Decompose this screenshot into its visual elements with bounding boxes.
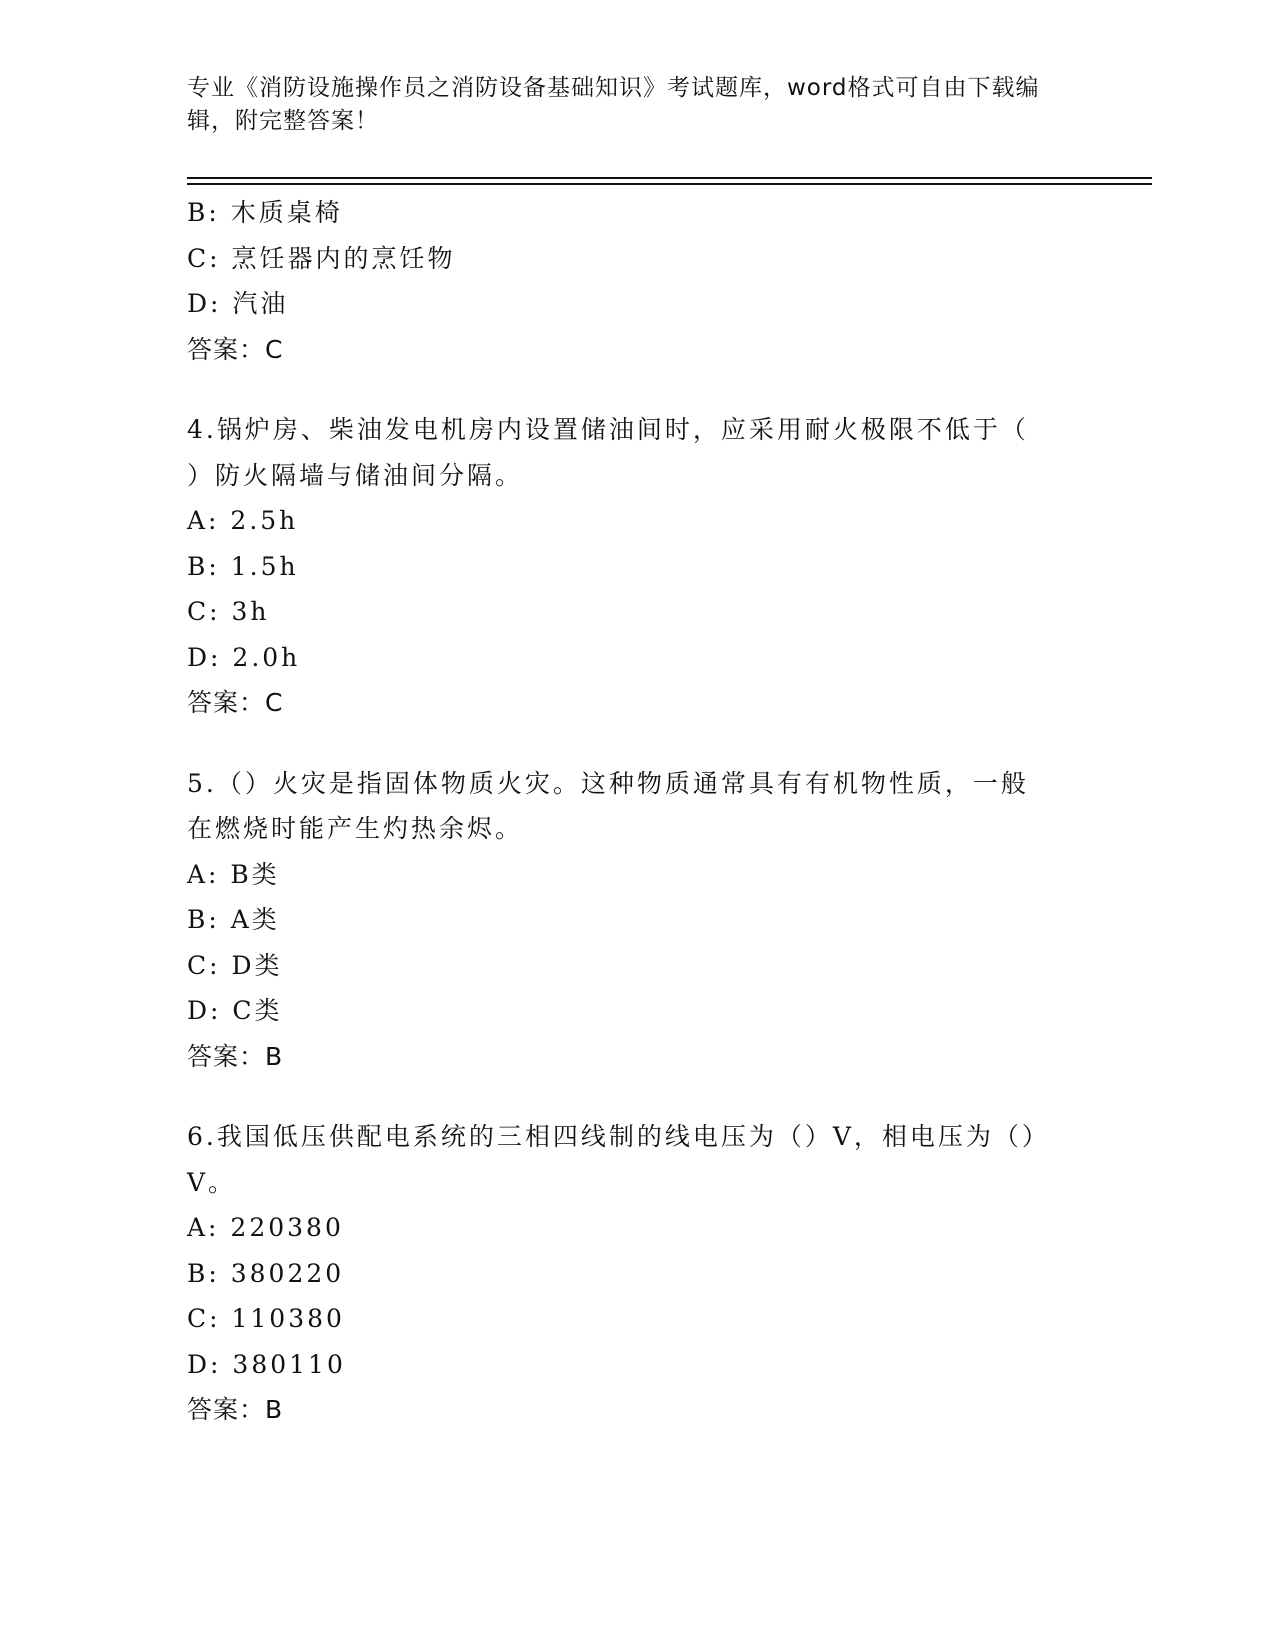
option-c: C: 烹饪器内的烹饪物 bbox=[187, 243, 456, 273]
option-c: C: 110380 bbox=[187, 1304, 345, 1333]
header-line-2: 辑，附完整答案！ bbox=[187, 108, 379, 134]
header-rule-bottom bbox=[187, 183, 1152, 185]
option-b: B: 380220 bbox=[187, 1258, 345, 1288]
option-d: D: 2.0h bbox=[187, 642, 301, 672]
option-a: A: B类 bbox=[187, 859, 280, 889]
option-b: B: 1.5h bbox=[187, 551, 299, 581]
answer: 答案：B bbox=[187, 1395, 284, 1424]
option-c: C: 3h bbox=[187, 597, 270, 626]
question-stem bbox=[187, 407, 1087, 498]
question-stem-line-1: 6.我国低压供配电系统的三相四线制的线电压为（）V，相电压为（） bbox=[187, 1122, 1050, 1151]
document-header bbox=[187, 72, 1087, 138]
header-rule-top bbox=[187, 177, 1152, 179]
option-c: C: D类 bbox=[187, 950, 283, 980]
question-stem-line-1: 4.锅炉房、柴油发电机房内设置储油间时，应采用耐火极限不低于（ bbox=[187, 415, 1029, 444]
option-d: D: C类 bbox=[187, 996, 283, 1025]
question-stem-line-1: 5.（）火灾是指固体物质火灾。这种物质通常具有有机物性质，一般 bbox=[187, 768, 1029, 798]
question-list bbox=[187, 190, 1087, 1433]
question-stem bbox=[187, 761, 1087, 852]
question-4 bbox=[187, 407, 1087, 726]
question-stem-line-2: ）防火隔墙与储油间分隔。 bbox=[187, 460, 524, 490]
option-b: B: A类 bbox=[187, 905, 280, 934]
question-stem bbox=[187, 1114, 1087, 1205]
answer: 答案：B bbox=[187, 1041, 284, 1071]
option-d: D: 380110 bbox=[187, 1349, 346, 1379]
option-d: D: 汽油 bbox=[187, 289, 289, 318]
question-stem-line-2: 在燃烧时能产生灼热余烬。 bbox=[187, 814, 524, 843]
question-5 bbox=[187, 761, 1087, 1080]
partial-question bbox=[187, 190, 1087, 372]
header-line-1: 专业《消防设施操作员之消防设备基础知识》考试题库，word格式可自由下载编 bbox=[187, 75, 1040, 101]
answer: 答案：C bbox=[187, 334, 284, 364]
question-6 bbox=[187, 1114, 1087, 1433]
option-a: A: 2.5h bbox=[187, 506, 299, 535]
option-a: A: 220380 bbox=[187, 1213, 344, 1242]
option-b: B: 木质桌椅 bbox=[187, 198, 343, 227]
answer: 答案：C bbox=[187, 688, 284, 717]
question-stem-line-2: V。 bbox=[187, 1167, 237, 1197]
